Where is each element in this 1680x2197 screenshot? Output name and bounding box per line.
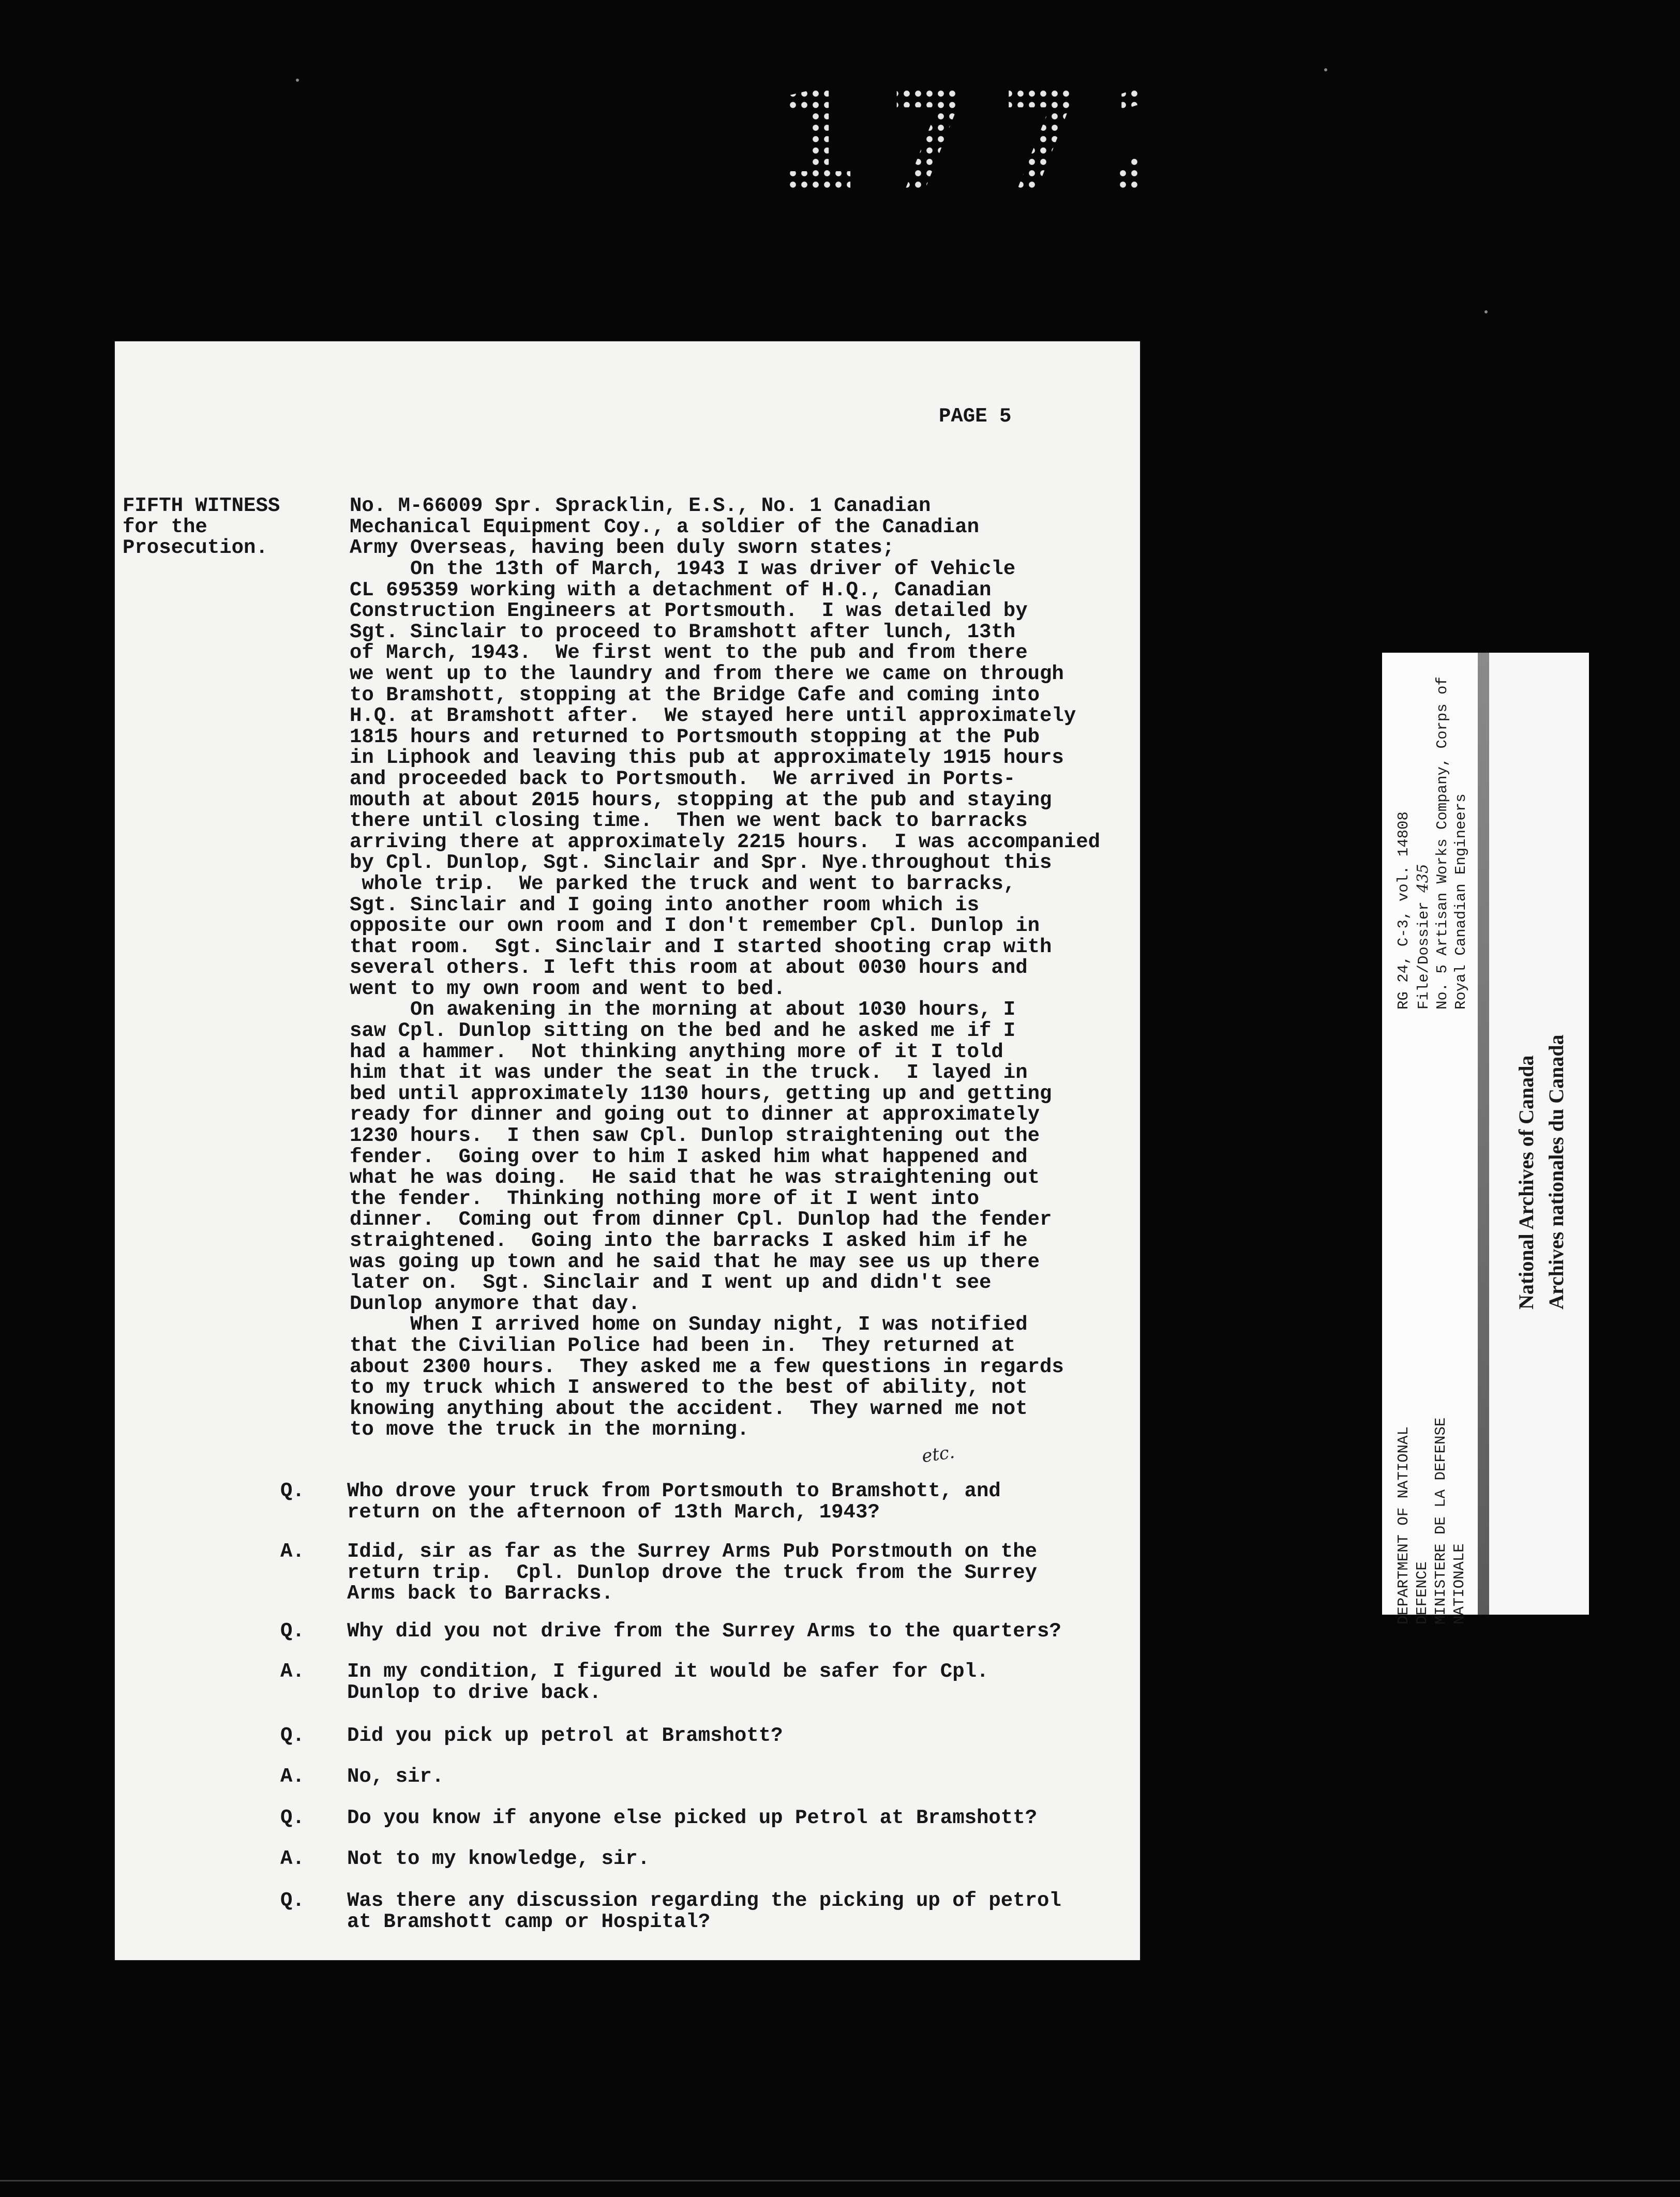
qa-text: Why did you not drive from the Surrey Arms to the quarters? — [347, 1620, 1061, 1643]
qa-text: Idid, sir as far as the Surrey Arms Pub Porstmouth on the return trip. Cpl. Dunlop drove the truck from the Surrey Arms back to Barracks. — [347, 1540, 1038, 1605]
archives-name-en: National Archives of Canada — [1514, 1055, 1538, 1310]
archive-reference — [1394, 676, 1471, 1010]
film-edge-line — [0, 2180, 1680, 2181]
qa-text: Not to my knowledge, sir. — [347, 1847, 650, 1870]
qa-tag: Q. — [280, 1480, 305, 1502]
qa-tag: Q. — [280, 1807, 305, 1829]
qa-tag: Q. — [280, 1889, 305, 1912]
qa-text: Do you know if anyone else picked up Petrol at Bramshott? — [347, 1807, 1038, 1829]
qa-text: Who drove your truck from Portsmouth to Bramshott, and return on the afternoon of 13th March, 1943? — [347, 1480, 1001, 1524]
handwritten-annotation: etc. — [920, 1441, 956, 1467]
qa-tag: Q. — [280, 1724, 305, 1747]
archives-name-fr: Archives nationales du Canada — [1544, 1034, 1568, 1310]
qa-tag: A. — [280, 1847, 305, 1870]
film-speck — [1324, 68, 1327, 71]
qa-text: Did you pick up petrol at Bramshott? — [347, 1724, 783, 1747]
qa-tag: A. — [280, 1540, 305, 1563]
department-name: DEPARTMENT OF NATIONAL DEFENCE MINISTERE DE LA DEFENSE NATIONALE — [1395, 1417, 1468, 1624]
page-number: PAGE 5 — [939, 405, 1012, 428]
qa-tag: A. — [280, 1765, 305, 1788]
reference-line: File/Dossier — [1415, 892, 1432, 1010]
frame-number: 1772 — [776, 64, 1224, 220]
film-speck — [296, 79, 299, 82]
reference-line: No. 5 Artisan Works Company, Corps of — [1434, 676, 1451, 1010]
handwritten-file-number: 435 — [1414, 864, 1431, 893]
card-divider-strip — [1478, 653, 1489, 1615]
witness-header: No. M-66009 Spr. Spracklin, E.S., No. 1 Canadian Mechanical Equipment Coy., a soldier of the Canadian Army Overseas, having been duly sworn states; — [350, 494, 979, 560]
witness-label: FIFTH WITNESS for the Prosecution. — [123, 494, 280, 560]
film-speck — [1484, 310, 1488, 313]
reference-line: RG 24, C-3, vol. 14808 — [1395, 811, 1412, 1010]
qa-text: No, sir. — [347, 1765, 444, 1788]
reference-line: Royal Canadian Engineers — [1452, 793, 1469, 1010]
document-page — [115, 341, 1140, 1960]
qa-text: Was there any discussion regarding the picking up of petrol at Bramshott camp or Hospital? — [347, 1889, 1061, 1933]
archive-reference-card — [1382, 653, 1589, 1624]
witness-statement: On the 13th of March, 1943 I was driver of Vehicle CL 695359 working with a detachment of H.Q., Canadian Construction Engineers at Portsmouth. I was detailed by Sgt. Sinclair to proceed to Bramshott after lunch, 13th of March, 1943. We first went to the pub and from there we went up to the laundry and from there we came on through to Bramshott, stopping at the Bridge Cafe and coming into H.Q. at Bramshott after. We stayed here until approximately 1815 hours and returned to Portsmouth stopping at the Pub in Liphook and leaving this pub at approximately 1915 hours and proceeded back to Portsmouth. We arrived in Ports- mouth at about 2015 hours, stopping at the pub and staying there until closing time. Then we went back to barracks arriving there at approximately 2215 hours. I was accompanied by Cpl. Dunlop, Sgt. Sinclair and Spr. Nye.throughout this whole trip. We parked the truck and went to barracks, Sgt. Sinclair and I going into another room which is opposite our own room and I don't remember Cpl. Dunlop in that room. Sgt. Sinclair and I started shooting crap with several others. I left this room at about 0030 hours and went to my own room and went to bed. On awakening in the morning at about 1030 hours, I saw Cpl. Dunlop sitting on the bed and he asked me if I had a hammer. Not thinking anything more of it I told him that it was under the seat in the truck. I layed in bed until approximately 1130 hours, getting up and getting ready for dinner and going out to dinner at approximately 1230 hours. I then saw Cpl. Dunlop straightening out the fender. Going over to him I asked him what happened and what he was doing. He said that he was straightening out the fender. Thinking nothing more of it I went into dinner. Coming out from dinner Cpl. Dunlop had the fender straightened. Going into the barracks I asked him if he was going up town and he said that he may see us up there later on. Sgt. Sinclair and I went up and didn't see Dunlop anymore that day. When I arrived home on Sunday night, I was notified that the Civilian Police had been in. They returned at about 2300 hours. They asked me a few questions in regards to my truck which I answered to the best of ability, not knowing anything about the accident. They warned me not to move the truck in the morning. — [350, 558, 1101, 1441]
qa-tag: Q. — [280, 1620, 305, 1643]
qa-tag: A. — [280, 1660, 305, 1683]
archives-stamp — [1511, 1034, 1571, 1310]
qa-text: In my condition, I figured it would be safer for Cpl. Dunlop to drive back. — [347, 1660, 989, 1704]
